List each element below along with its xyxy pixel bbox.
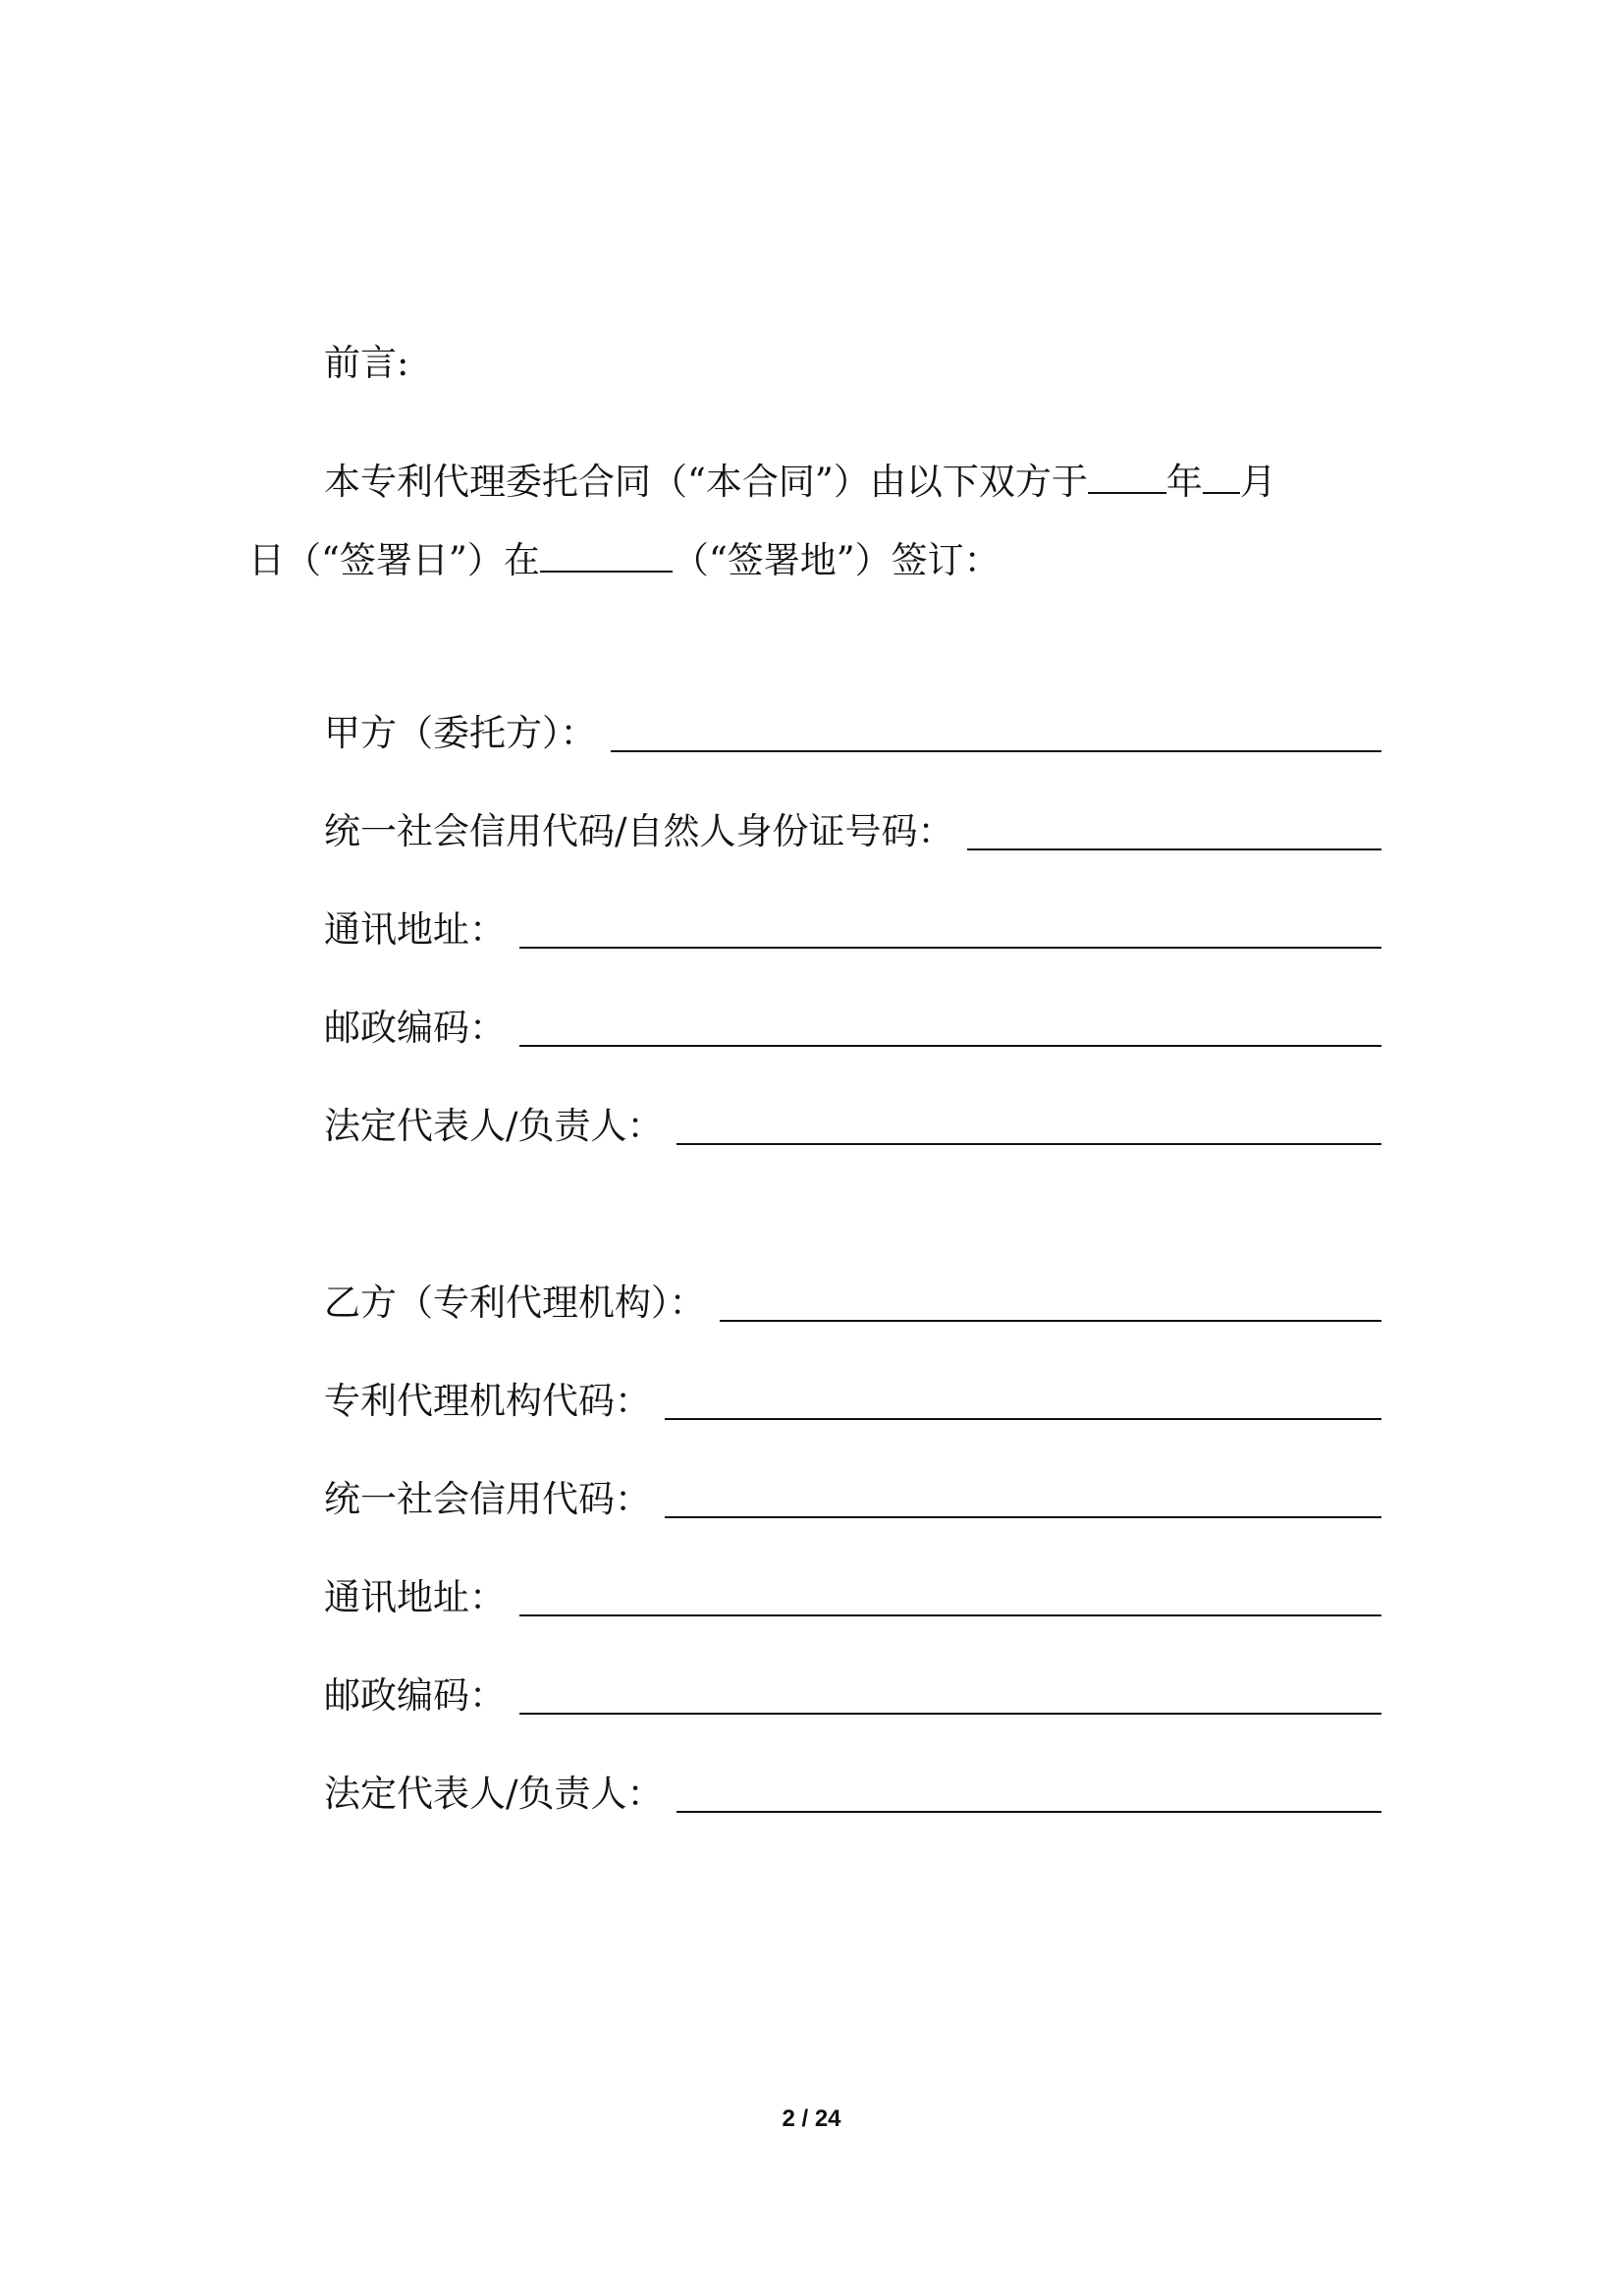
party-b-postcode-blank[interactable] [519, 1685, 1381, 1715]
party-a-credit-code-row [324, 805, 1381, 856]
party-b-representative-label: 法定代表人/负责人： [324, 1773, 664, 1815]
party-b-agency-code-label: 专利代理机构代码： [324, 1380, 651, 1422]
party-a-title: 甲方（委托方）： [324, 712, 597, 754]
party-a-credit-code-blank[interactable] [967, 821, 1381, 850]
party-b-title: 乙方（专利代理机构）： [324, 1282, 706, 1324]
intro-line-2 [248, 535, 1001, 585]
party-a-postcode-label: 邮政编码： [324, 1007, 506, 1049]
party-b-credit-code-blank[interactable] [665, 1489, 1381, 1518]
party-b-address-blank[interactable] [519, 1587, 1381, 1616]
party-a-representative-label: 法定代表人/负责人： [324, 1105, 664, 1147]
month-label: 月 [1239, 461, 1276, 503]
party-a-name-blank[interactable] [611, 723, 1382, 752]
intro-line-1 [324, 457, 1276, 507]
party-a-address-blank[interactable] [519, 919, 1381, 949]
party-a-representative-blank[interactable] [676, 1116, 1381, 1145]
party-a-credit-code-label: 统一社会信用代码/自然人身份证号码： [324, 810, 954, 852]
party-b-representative-row [324, 1768, 1381, 1819]
year-blank[interactable] [1088, 457, 1166, 494]
intro-text-1: 本专利代理委托合同（“本合同”）由以下双方于 [324, 461, 1088, 503]
signing-place-blank[interactable] [540, 535, 673, 573]
party-a-address-row [324, 903, 1381, 955]
preface-heading: 前言: [324, 342, 409, 384]
party-b-address-row [324, 1571, 1381, 1622]
party-a-postcode-row [324, 1002, 1381, 1053]
party-b-row [324, 1277, 1381, 1328]
party-a-representative-row [324, 1100, 1381, 1151]
party-b-name-blank[interactable] [720, 1292, 1382, 1322]
party-b-agency-code-blank[interactable] [665, 1391, 1381, 1420]
party-b-postcode-label: 邮政编码： [324, 1674, 506, 1717]
party-a-postcode-blank[interactable] [519, 1017, 1381, 1047]
party-b-representative-blank[interactable] [676, 1783, 1381, 1813]
party-b-credit-code-row [324, 1473, 1381, 1524]
page-number: 2 / 24 [782, 2105, 841, 2132]
party-b-address-label: 通讯地址： [324, 1576, 506, 1618]
intro-text-2: 日（“签署日”）在 [248, 539, 540, 581]
party-b-credit-code-label: 统一社会信用代码： [324, 1478, 651, 1520]
year-label: 年 [1165, 461, 1203, 503]
month-blank[interactable] [1203, 457, 1240, 494]
party-a-address-label: 通讯地址： [324, 908, 506, 951]
intro-text-3: （“签署地”）签订： [672, 539, 1001, 581]
party-a-row [324, 707, 1381, 758]
party-b-postcode-row [324, 1669, 1381, 1721]
party-b-agency-code-row [324, 1375, 1381, 1426]
